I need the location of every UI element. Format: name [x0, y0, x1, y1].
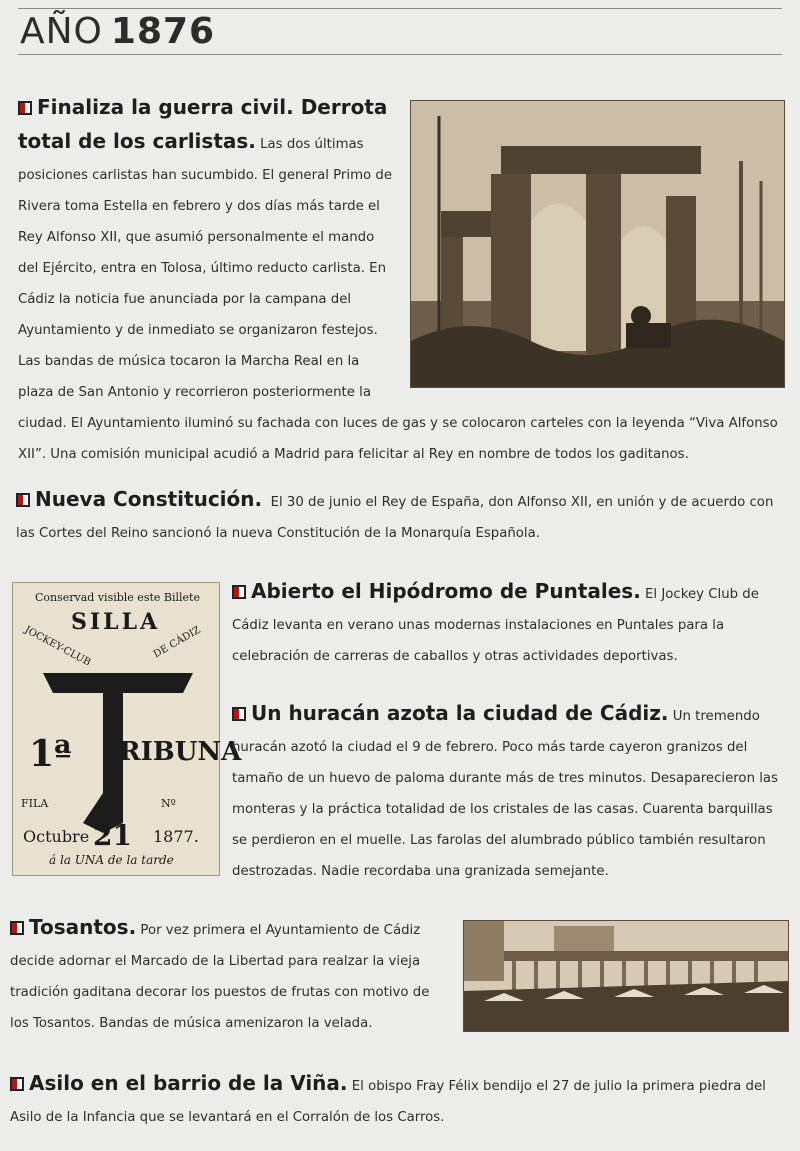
ticket-top-text: Conservad visible este Billete — [35, 591, 200, 604]
ticket-tribuna-text: RIBUNA — [119, 737, 242, 767]
headline: Asilo en el barrio de la Viña. — [29, 1071, 348, 1095]
bullet-icon — [16, 493, 30, 507]
article-hipodromo — [232, 576, 784, 672]
ticket-anio-text: 1877. — [153, 827, 199, 846]
arch-engraving-svg — [411, 101, 784, 387]
tribuna-ticket-image — [12, 582, 242, 876]
ticket-dia-text: 21 — [93, 819, 132, 852]
article-body: El 30 de junio el Rey de España, don Alfonso XII, en unión y de acuerdo con las Cortes del Reino sancionó la nueva Constitución de la Monarquía Española. — [16, 495, 774, 541]
headline: Abierto el Hipódromo de Puntales. — [251, 579, 641, 603]
article-body: El obispo Fray Félix bendijo el 27 de julio la primera piedra del Asilo de la Infancia que se levantará en el Corralón de los Carros. — [10, 1079, 766, 1125]
ticket-ordinal-text: 1ª — [29, 733, 72, 775]
ticket-hora-text: á la UNA de la tarde — [49, 853, 174, 867]
article-huracan — [232, 698, 784, 887]
market-photo-svg — [464, 921, 788, 1031]
ticket-silla-text: SILLA — [71, 609, 161, 635]
bullet-icon — [10, 921, 24, 935]
market-photo-image — [463, 920, 789, 1032]
headline: Finaliza la guerra civil. Derrota total de los carlistas. — [18, 95, 388, 153]
arch-engraving-image — [410, 100, 785, 388]
headline: Un huracán azota la ciudad de Cádiz. — [251, 701, 669, 725]
bullet-icon — [10, 1077, 24, 1091]
article-body: Las dos últimas posiciones carlistas han sucumbido. El general Primo de Rivera toma Estella en febrero y dos días más tarde el Rey Alfonso XII, que asumió personalmente el mando del Ejército, entra en Tolosa, último reducto carlista. En Cádiz la noticia fue anunciada por la campana del Ayuntamiento y de inmediato se organizaron festejos. Las bandas de música tocaron la Marcha Real en la plaza de San Antonio y recorrieron posteriormente la ciudad. El Ayuntamiento iluminó su fachada con luces de gas y se colocaron carteles con la leyenda “Viva Alfonso XII”. Una comisión municipal acudió a Madrid para felicitar al Rey en nombre de todos los gaditanos. — [18, 137, 778, 462]
article-body: Por vez primera el Ayuntamiento de Cádiz decide adornar el Marcado de la Libertad para realzar la vieja tradición gaditana decorar los puestos de frutas con motivo de los Tosantos. Bandas de música amenizaron la velada. — [10, 923, 430, 1031]
headline: Nueva Constitución. — [35, 487, 263, 511]
ticket-fila-text: FILA — [21, 797, 49, 810]
page-title — [20, 10, 215, 54]
ticket-cadiz-text: DE CÁDIZ — [151, 624, 203, 661]
article-body: Un tremendo huracán azotó la ciudad el 9 de febrero. Poco más tarde cayeron granizos del tamaño de un huevo de paloma durante más de tres minutos. Desaparecieron las monteras y la práctica totalidad de los cristales de las casas. Cuarenta barquillas se perdieron en el muelle. Las farolas del alumbrado público también resultaron destrozadas. Nadie recordaba una granizada semejante. — [232, 709, 778, 879]
article-body: El Jockey Club de Cádiz levanta en verano unas modernas instalaciones en Puntales para la celebración de carreras de caballos y otras actividades deportivas. — [232, 587, 759, 664]
bullet-icon — [232, 585, 246, 599]
title-word: AÑO — [20, 11, 103, 52]
article-tosantos — [10, 912, 446, 1039]
headline: Tosantos. — [29, 915, 137, 939]
ticket-mes-text: Octubre — [23, 827, 90, 846]
title-year: 1876 — [110, 11, 216, 52]
ticket-numero-text: Nº — [161, 797, 176, 810]
bullet-icon — [18, 101, 32, 115]
article-constitucion — [16, 484, 786, 549]
ticket-jockey-text: JOCKEY-CLUB — [22, 624, 93, 669]
bullet-icon — [232, 707, 246, 721]
article-asilo — [10, 1068, 786, 1133]
